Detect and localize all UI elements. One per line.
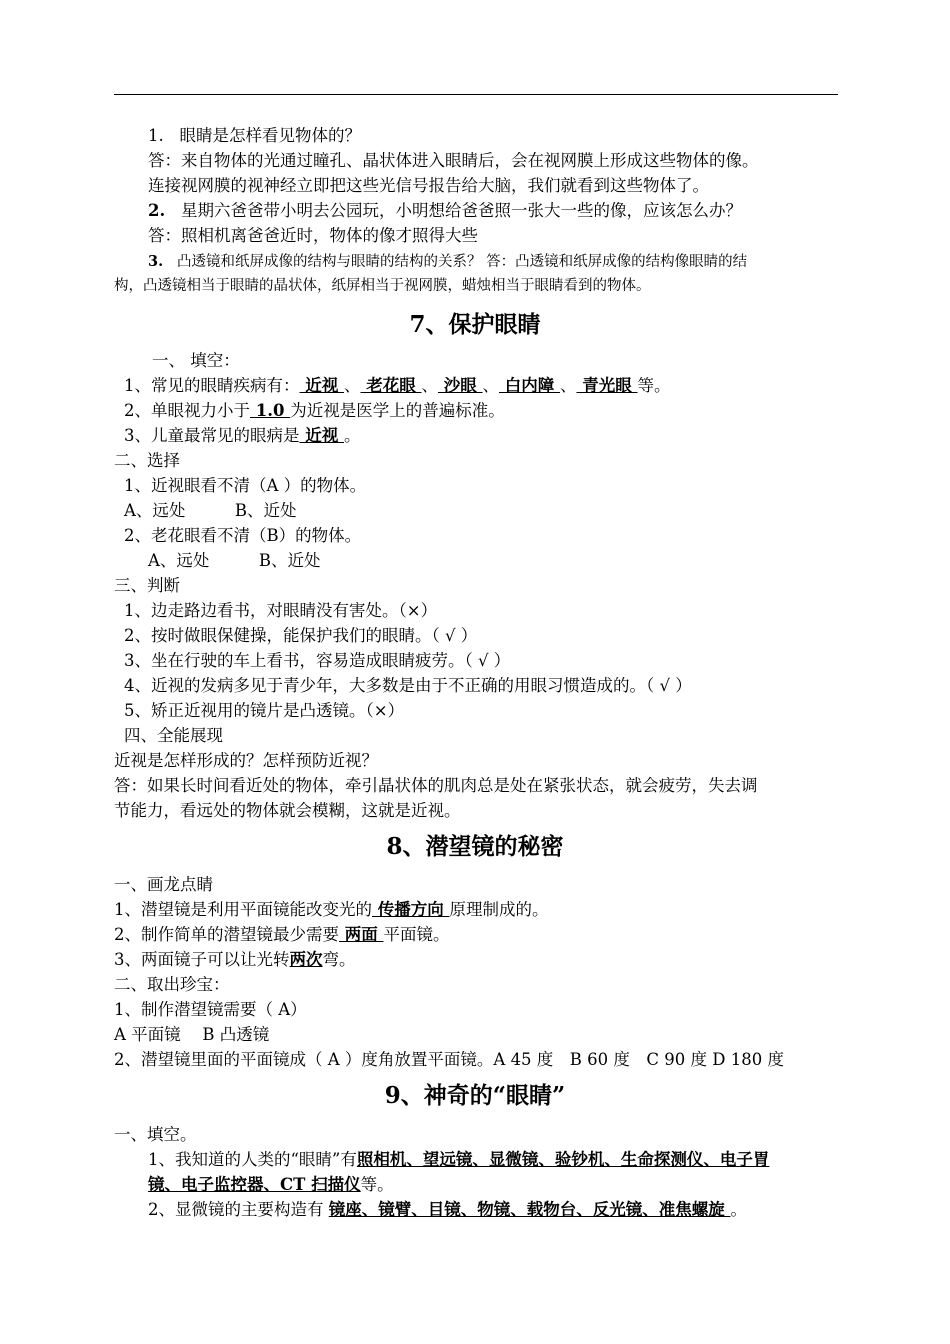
answer-blank: 两面 (339, 925, 384, 944)
question-number: 2. (148, 201, 166, 220)
choice-item-1-options: A、远处 B、近处 (124, 501, 297, 520)
choice-item-1: 1、近视眼看不清（A ）的物体。 (124, 476, 367, 495)
show-answer-line-2: 节能力，看远处的物体就会模糊，这就是近视。 (114, 801, 461, 820)
question-1 (148, 124, 361, 148)
choice-item-2: 2、老花眼看不清（B）的物体。 (124, 526, 362, 545)
judge-item-4: 4、近视的发病多见于青少年，大多数是由于不正确的用眼习惯造成的。（ √ ） (124, 676, 692, 695)
section-9-item-1: 1、我知道的人类的“眼睛”有照相机、望远镜、显微镜、验钞机、生命探测仪、电子胃 (148, 1150, 770, 1169)
answer-blank: 近视 (299, 426, 344, 445)
section-8-title: 8、潜望镜的秘密 (386, 833, 564, 860)
answer-1-line-2: 连接视网膜的视神经立即把这些光信号报告给大脑，我们就看到这些物体了。 (148, 176, 709, 195)
question-number: 1. (148, 126, 164, 145)
judge-item-1: 1、边走路边看书，对眼睛没有害处。（×） (124, 601, 438, 620)
section-8-question-1-options: A 平面镜 B 凸透镜 (114, 1025, 270, 1044)
choice-heading: 二、选择 (114, 451, 180, 470)
question-text: 凸透镜和纸屏成像的结构与眼睛的结构的关系？ 答：凸透镜和纸屏成像的结构像眼睛的结 (176, 254, 748, 270)
question-2 (148, 199, 742, 223)
answer-blank: 传播方向 (372, 900, 450, 919)
answer-blank: 青光眼 (576, 376, 638, 395)
answer-blank: 白内障 (499, 376, 560, 395)
question-text: 星期六爸爸带小明去公园玩，小明想给爸爸照一张大一些的像，应该怎么办？ (180, 201, 742, 220)
section-9-heading: 一、填空。 (114, 1125, 197, 1144)
section-9-item-1-line-2: 镜、电子监控器、CT 扫描仪等。 (148, 1175, 394, 1194)
section-8-heading-2: 二、取出珍宝： (114, 975, 230, 994)
show-question: 近视是怎样形成的？怎样预防近视？ (114, 751, 378, 770)
answer-blank: 镜、电子监控器、CT 扫描仪 (148, 1175, 361, 1194)
answer-blank: 照相机、望远镜、显微镜、验钞机、生命探测仪、电子胃 (356, 1150, 770, 1169)
fill-heading: 一、 填空： (152, 351, 240, 370)
show-heading: 四、全能展现 (124, 726, 223, 745)
answer-blank: 沙眼 (438, 376, 483, 395)
answer-1-line-1: 答：来自物体的光通过瞳孔、晶状体进入眼睛后，会在视网膜上形成这些物体的像。 (148, 151, 759, 170)
section-7-title: 7、保护眼睛 (409, 311, 541, 338)
fill-item-2: 2、单眼视力小于 1.0 为近视是医学上的普遍标准。 (124, 401, 505, 420)
question-text: 眼睛是怎样看见物体的？ (179, 126, 361, 145)
question-3 (148, 250, 747, 274)
section-8-item-1: 1、潜望镜是利用平面镜能改变光的 传播方向 原理制成的。 (114, 900, 549, 919)
question-number: 3. (148, 253, 164, 270)
section-9-title: 9、神奇的“眼睛” (384, 1082, 566, 1109)
answer-2: 答：照相机离爸爸近时，物体的像才照得大些 (148, 226, 478, 245)
header-rule (114, 94, 838, 95)
answer-blank: 两次 (289, 950, 323, 969)
show-answer-line-1: 答：如果长时间看近处的物体，牵引晶状体的肌肉总是处在紧张状态，就会疲劳，失去调 (114, 776, 758, 795)
judge-item-5: 5、矫正近视用的镜片是凸透镜。（×） (124, 701, 405, 720)
answer-blank: 近视 (299, 376, 344, 395)
fill-item-1: 1、常见的眼睛疾病有： 近视 、 老花眼 、 沙眼 、 白内障 、 青光眼 等。 (124, 376, 671, 395)
answer-blank: 1.0 (250, 401, 291, 420)
section-8-question-2: 2、潜望镜里面的平面镜成（ A ）度角放置平面镜。A 45 度 B 60 度 C 90 度 D 180 度 (114, 1050, 784, 1069)
section-8-question-1: 1、制作潜望镜需要（ A） (114, 1000, 307, 1019)
question-3-line-2: 构，凸透镜相当于眼睛的晶状体，纸屏相当于视网膜，蜡烛相当于眼睛看到的物体。 (114, 278, 651, 294)
answer-blank: 镜座、镜臂、目镜、物镜、载物台、反光镜、准焦螺旋 (328, 1200, 731, 1219)
judge-item-3: 3、坐在行驶的车上看书，容易造成眼睛疲劳。（ √ ） (124, 651, 511, 670)
judge-item-2: 2、按时做眼保健操，能保护我们的眼睛。（ √ ） (124, 626, 478, 645)
section-9-item-2: 2、显微镜的主要构造有 镜座、镜臂、目镜、物镜、载物台、反光镜、准焦螺旋 。 (148, 1200, 747, 1219)
section-8-item-3: 3、两面镜子可以让光转两次弯。 (114, 950, 356, 969)
fill-item-3: 3、儿童最常见的眼病是 近视 。 (124, 426, 361, 445)
section-8-heading-1: 一、画龙点睛 (114, 875, 213, 894)
judge-heading: 三、判断 (114, 576, 180, 595)
choice-item-2-options: A、远处 B、近处 (148, 551, 321, 570)
section-8-item-2: 2、制作简单的潜望镜最少需要 两面 平面镜。 (114, 925, 450, 944)
answer-blank: 老花眼 (360, 376, 422, 395)
